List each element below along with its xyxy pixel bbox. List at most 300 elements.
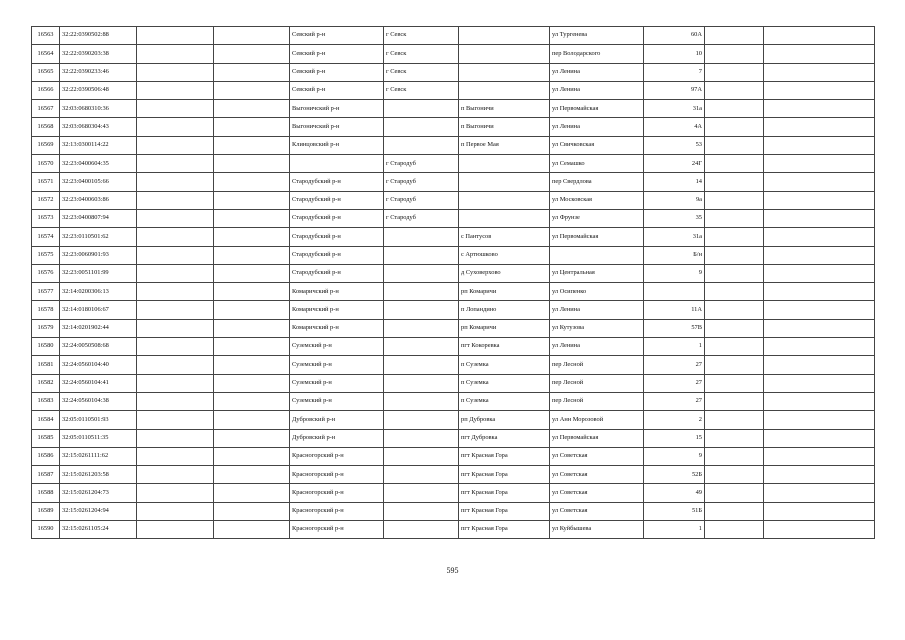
street-cell: ул Советская: [550, 447, 644, 465]
street-cell: ул Ленина: [550, 118, 644, 136]
row-number-cell: 16563: [32, 27, 60, 45]
city-cell: [384, 301, 459, 319]
row-number-cell: 16586: [32, 447, 60, 465]
row-number-cell: 16570: [32, 155, 60, 173]
settlement-cell: рп Комаричи: [459, 319, 550, 337]
settlement-cell: [459, 155, 550, 173]
empty-cell: [705, 521, 764, 539]
settlement-cell: с Пантусов: [459, 228, 550, 246]
city-cell: [384, 374, 459, 392]
empty-cell: [214, 283, 290, 301]
empty-cell: [764, 429, 875, 447]
settlement-cell: рп Комаричи: [459, 283, 550, 301]
house-number-cell: 35: [644, 209, 705, 227]
district-cell: Комаричский р-н: [290, 301, 384, 319]
table-row: [32, 392, 875, 410]
house-number-cell: 31а: [644, 228, 705, 246]
house-number-cell: 49: [644, 484, 705, 502]
empty-cell: [214, 374, 290, 392]
table-body: [32, 27, 875, 539]
empty-cell: [764, 191, 875, 209]
table-row: [32, 45, 875, 63]
empty-cell: [764, 338, 875, 356]
row-number-cell: 16578: [32, 301, 60, 319]
empty-cell: [214, 155, 290, 173]
row-number-cell: 16575: [32, 246, 60, 264]
district-cell: Севский р-н: [290, 45, 384, 63]
house-number-cell: 97А: [644, 81, 705, 99]
cadastral-number-cell: 32:24:0560104:40: [60, 356, 137, 374]
city-cell: г Стародуб: [384, 209, 459, 227]
city-cell: г Стародуб: [384, 191, 459, 209]
cadastral-number-cell: 32:15:0261203:58: [60, 466, 137, 484]
empty-cell: [705, 429, 764, 447]
city-cell: [384, 484, 459, 502]
empty-cell: [214, 301, 290, 319]
empty-cell: [137, 502, 214, 520]
street-cell: ул Ленина: [550, 338, 644, 356]
street-cell: пер Лесной: [550, 392, 644, 410]
house-number-cell: 53: [644, 136, 705, 154]
street-cell: ул Свичковская: [550, 136, 644, 154]
table-row: [32, 155, 875, 173]
empty-cell: [137, 411, 214, 429]
street-cell: ул Ленина: [550, 81, 644, 99]
settlement-cell: [459, 81, 550, 99]
settlement-cell: пгт Кокоревка: [459, 338, 550, 356]
empty-cell: [214, 246, 290, 264]
table-row: [32, 27, 875, 45]
district-cell: Выгоничский р-н: [290, 100, 384, 118]
table-row: [32, 228, 875, 246]
empty-cell: [764, 502, 875, 520]
cadastral-number-cell: 32:03:0680310:36: [60, 100, 137, 118]
table-row: [32, 173, 875, 191]
settlement-cell: д Суховерхово: [459, 264, 550, 282]
district-cell: Севский р-н: [290, 27, 384, 45]
house-number-cell: 9: [644, 264, 705, 282]
empty-cell: [137, 374, 214, 392]
row-number-cell: 16566: [32, 81, 60, 99]
street-cell: ул Центральная: [550, 264, 644, 282]
row-number-cell: 16577: [32, 283, 60, 301]
district-cell: Комаричский р-н: [290, 319, 384, 337]
table-row: [32, 301, 875, 319]
row-number-cell: 16589: [32, 502, 60, 520]
empty-cell: [214, 100, 290, 118]
empty-cell: [705, 301, 764, 319]
empty-cell: [137, 429, 214, 447]
house-number-cell: 27: [644, 374, 705, 392]
empty-cell: [214, 27, 290, 45]
cadastral-number-cell: 32:14:0180106:67: [60, 301, 137, 319]
district-cell: Суземский р-н: [290, 338, 384, 356]
cadastral-number-cell: 32:03:0680304:43: [60, 118, 137, 136]
city-cell: г Севск: [384, 27, 459, 45]
empty-cell: [705, 392, 764, 410]
empty-cell: [137, 319, 214, 337]
city-cell: [384, 502, 459, 520]
empty-cell: [214, 118, 290, 136]
row-number-cell: 16580: [32, 338, 60, 356]
page-number: 595: [446, 566, 459, 575]
empty-cell: [764, 173, 875, 191]
row-number-cell: 16579: [32, 319, 60, 337]
house-number-cell: 27: [644, 356, 705, 374]
street-cell: ул Анн Морозовой: [550, 411, 644, 429]
district-cell: Стародубский р-н: [290, 228, 384, 246]
house-number-cell: 2: [644, 411, 705, 429]
empty-cell: [705, 155, 764, 173]
empty-cell: [137, 246, 214, 264]
street-cell: ул Первомайская: [550, 228, 644, 246]
settlement-cell: п Суземка: [459, 374, 550, 392]
city-cell: [384, 283, 459, 301]
row-number-cell: 16582: [32, 374, 60, 392]
empty-cell: [137, 63, 214, 81]
city-cell: [384, 392, 459, 410]
house-number-cell: 10: [644, 45, 705, 63]
settlement-cell: п Первое Мая: [459, 136, 550, 154]
street-cell: ул Советская: [550, 484, 644, 502]
row-number-cell: 16587: [32, 466, 60, 484]
district-cell: Суземский р-н: [290, 374, 384, 392]
house-number-cell: 14: [644, 173, 705, 191]
empty-cell: [764, 45, 875, 63]
empty-cell: [705, 356, 764, 374]
street-cell: пер Свердлова: [550, 173, 644, 191]
house-number-cell: [644, 283, 705, 301]
table-row: [32, 264, 875, 282]
street-cell: ул Советская: [550, 502, 644, 520]
cadastral-number-cell: 32:14:0201902:44: [60, 319, 137, 337]
cadastral-number-cell: 32:22:0390233:46: [60, 63, 137, 81]
house-number-cell: 51Б: [644, 502, 705, 520]
empty-cell: [705, 246, 764, 264]
cadastral-number-cell: 32:24:0560104:41: [60, 374, 137, 392]
empty-cell: [705, 136, 764, 154]
table-row: [32, 81, 875, 99]
empty-cell: [137, 283, 214, 301]
empty-cell: [137, 155, 214, 173]
empty-cell: [764, 392, 875, 410]
cadastral-number-cell: 32:15:0261111:62: [60, 447, 137, 465]
settlement-cell: с Артюшково: [459, 246, 550, 264]
empty-cell: [705, 484, 764, 502]
table-row: [32, 118, 875, 136]
empty-cell: [214, 319, 290, 337]
empty-cell: [764, 81, 875, 99]
settlement-cell: пгт Красная Гора: [459, 521, 550, 539]
empty-cell: [764, 246, 875, 264]
empty-cell: [764, 319, 875, 337]
empty-cell: [705, 228, 764, 246]
row-number-cell: 16576: [32, 264, 60, 282]
empty-cell: [764, 484, 875, 502]
street-cell: пер Лесной: [550, 374, 644, 392]
district-cell: Красногорский р-н: [290, 466, 384, 484]
settlement-cell: п Выгоничи: [459, 118, 550, 136]
district-cell: Красногорский р-н: [290, 447, 384, 465]
empty-cell: [137, 209, 214, 227]
street-cell: ул Фрунзе: [550, 209, 644, 227]
empty-cell: [705, 27, 764, 45]
street-cell: ул Кутузова: [550, 319, 644, 337]
house-number-cell: 1: [644, 521, 705, 539]
table-row: [32, 411, 875, 429]
empty-cell: [137, 118, 214, 136]
empty-cell: [137, 356, 214, 374]
empty-cell: [705, 63, 764, 81]
settlement-cell: п Суземка: [459, 392, 550, 410]
empty-cell: [764, 264, 875, 282]
table-row: [32, 246, 875, 264]
row-number-cell: 16585: [32, 429, 60, 447]
street-cell: ул Ленина: [550, 301, 644, 319]
table-row: [32, 338, 875, 356]
table-row: [32, 447, 875, 465]
empty-cell: [764, 136, 875, 154]
table-row: [32, 209, 875, 227]
empty-cell: [137, 45, 214, 63]
settlement-cell: [459, 27, 550, 45]
row-number-cell: 16573: [32, 209, 60, 227]
empty-cell: [214, 45, 290, 63]
house-number-cell: 11А: [644, 301, 705, 319]
cadastral-number-cell: 32:23:0400603:86: [60, 191, 137, 209]
city-cell: [384, 264, 459, 282]
city-cell: г Севск: [384, 45, 459, 63]
street-cell: ул Первомайская: [550, 100, 644, 118]
district-cell: Красногорский р-н: [290, 502, 384, 520]
row-number-cell: 16567: [32, 100, 60, 118]
house-number-cell: 9а: [644, 191, 705, 209]
cadastral-number-cell: 32:23:0051101:99: [60, 264, 137, 282]
table-row: [32, 429, 875, 447]
empty-cell: [214, 502, 290, 520]
settlement-cell: пгт Красная Гора: [459, 447, 550, 465]
district-cell: Выгоничский р-н: [290, 118, 384, 136]
street-cell: ул Тургенева: [550, 27, 644, 45]
house-number-cell: 52Б: [644, 466, 705, 484]
empty-cell: [705, 374, 764, 392]
city-cell: [384, 338, 459, 356]
empty-cell: [705, 411, 764, 429]
empty-cell: [764, 356, 875, 374]
cadastral-number-cell: 32:14:0200306:13: [60, 283, 137, 301]
empty-cell: [214, 356, 290, 374]
row-number-cell: 16588: [32, 484, 60, 502]
empty-cell: [764, 209, 875, 227]
row-number-cell: 16584: [32, 411, 60, 429]
house-number-cell: 15: [644, 429, 705, 447]
table-row: [32, 191, 875, 209]
empty-cell: [214, 484, 290, 502]
street-cell: пер Лесной: [550, 356, 644, 374]
settlement-cell: рп Дубровка: [459, 411, 550, 429]
city-cell: [384, 521, 459, 539]
empty-cell: [214, 136, 290, 154]
row-number-cell: 16590: [32, 521, 60, 539]
empty-cell: [705, 466, 764, 484]
empty-cell: [764, 100, 875, 118]
row-number-cell: 16565: [32, 63, 60, 81]
table-row: [32, 356, 875, 374]
settlement-cell: [459, 191, 550, 209]
table-row: [32, 319, 875, 337]
empty-cell: [137, 466, 214, 484]
settlement-cell: пгт Дубровка: [459, 429, 550, 447]
city-cell: [384, 356, 459, 374]
district-cell: Стародубский р-н: [290, 264, 384, 282]
empty-cell: [214, 264, 290, 282]
district-cell: Стародубский р-н: [290, 246, 384, 264]
district-cell: [290, 155, 384, 173]
cadastral-number-cell: 32:23:0400604:35: [60, 155, 137, 173]
cadastral-number-cell: 32:24:0560104:38: [60, 392, 137, 410]
empty-cell: [137, 27, 214, 45]
district-cell: Севский р-н: [290, 63, 384, 81]
cadastral-number-cell: 32:24:0050508:68: [60, 338, 137, 356]
empty-cell: [764, 155, 875, 173]
city-cell: г Стародуб: [384, 173, 459, 191]
house-number-cell: Б/н: [644, 246, 705, 264]
empty-cell: [705, 209, 764, 227]
row-number-cell: 16572: [32, 191, 60, 209]
street-cell: ул Ленина: [550, 63, 644, 81]
empty-cell: [705, 283, 764, 301]
district-cell: Суземский р-н: [290, 392, 384, 410]
empty-cell: [764, 118, 875, 136]
cadastral-number-cell: 32:23:0060901:93: [60, 246, 137, 264]
empty-cell: [705, 502, 764, 520]
empty-cell: [137, 191, 214, 209]
empty-cell: [137, 136, 214, 154]
house-number-cell: 27: [644, 392, 705, 410]
district-cell: Суземский р-н: [290, 356, 384, 374]
empty-cell: [705, 264, 764, 282]
empty-cell: [764, 63, 875, 81]
table-row: [32, 63, 875, 81]
row-number-cell: 16568: [32, 118, 60, 136]
cadastral-number-cell: 32:22:0390506:48: [60, 81, 137, 99]
district-cell: Стародубский р-н: [290, 191, 384, 209]
cadastral-number-cell: 32:15:0261204:94: [60, 502, 137, 520]
city-cell: [384, 100, 459, 118]
row-number-cell: 16571: [32, 173, 60, 191]
settlement-cell: пгт Красная Гора: [459, 466, 550, 484]
district-cell: Стародубский р-н: [290, 209, 384, 227]
empty-cell: [137, 173, 214, 191]
empty-cell: [705, 173, 764, 191]
street-cell: ул Московская: [550, 191, 644, 209]
cadastral-number-cell: 32:22:0390502:88: [60, 27, 137, 45]
city-cell: г Стародуб: [384, 155, 459, 173]
district-cell: Красногорский р-н: [290, 521, 384, 539]
empty-cell: [764, 374, 875, 392]
settlement-cell: пгт Красная Гора: [459, 484, 550, 502]
empty-cell: [764, 283, 875, 301]
row-number-cell: 16581: [32, 356, 60, 374]
district-cell: Комаричский р-н: [290, 283, 384, 301]
cadastral-number-cell: 32:23:0400807:94: [60, 209, 137, 227]
empty-cell: [214, 228, 290, 246]
empty-cell: [764, 301, 875, 319]
empty-cell: [137, 338, 214, 356]
empty-cell: [137, 301, 214, 319]
district-cell: Севский р-н: [290, 81, 384, 99]
city-cell: [384, 319, 459, 337]
cadastral-number-cell: 32:23:0110501:62: [60, 228, 137, 246]
city-cell: [384, 466, 459, 484]
district-cell: Дубровский р-н: [290, 429, 384, 447]
house-number-cell: 31а: [644, 100, 705, 118]
row-number-cell: 16569: [32, 136, 60, 154]
settlement-cell: [459, 173, 550, 191]
district-cell: Красногорский р-н: [290, 484, 384, 502]
table-row: [32, 374, 875, 392]
row-number-cell: 16583: [32, 392, 60, 410]
street-cell: ул Первомайская: [550, 429, 644, 447]
settlement-cell: п Лопандино: [459, 301, 550, 319]
table-row: [32, 136, 875, 154]
house-number-cell: 57В: [644, 319, 705, 337]
city-cell: [384, 246, 459, 264]
empty-cell: [214, 447, 290, 465]
empty-cell: [214, 466, 290, 484]
street-cell: пер Володарского: [550, 45, 644, 63]
empty-cell: [764, 27, 875, 45]
street-cell: ул Осипенко: [550, 283, 644, 301]
empty-cell: [214, 521, 290, 539]
empty-cell: [214, 191, 290, 209]
table-row: [32, 521, 875, 539]
row-number-cell: 16564: [32, 45, 60, 63]
empty-cell: [137, 228, 214, 246]
settlement-cell: п Суземка: [459, 356, 550, 374]
empty-cell: [137, 392, 214, 410]
table-row: [32, 466, 875, 484]
city-cell: г Севск: [384, 81, 459, 99]
empty-cell: [764, 228, 875, 246]
empty-cell: [764, 466, 875, 484]
city-cell: г Севск: [384, 63, 459, 81]
house-number-cell: 60А: [644, 27, 705, 45]
city-cell: [384, 118, 459, 136]
empty-cell: [214, 209, 290, 227]
empty-cell: [764, 411, 875, 429]
empty-cell: [137, 100, 214, 118]
empty-cell: [705, 81, 764, 99]
city-cell: [384, 136, 459, 154]
street-cell: ул Советская: [550, 466, 644, 484]
district-cell: Клинцовский р-н: [290, 136, 384, 154]
row-number-cell: 16574: [32, 228, 60, 246]
empty-cell: [705, 45, 764, 63]
settlement-cell: [459, 63, 550, 81]
empty-cell: [705, 447, 764, 465]
settlement-cell: [459, 45, 550, 63]
empty-cell: [705, 118, 764, 136]
register-table: [31, 26, 875, 539]
cadastral-number-cell: 32:05:0110511:35: [60, 429, 137, 447]
empty-cell: [764, 447, 875, 465]
empty-cell: [137, 447, 214, 465]
table-row: [32, 484, 875, 502]
settlement-cell: пгт Красная Гора: [459, 502, 550, 520]
empty-cell: [137, 521, 214, 539]
empty-cell: [705, 319, 764, 337]
